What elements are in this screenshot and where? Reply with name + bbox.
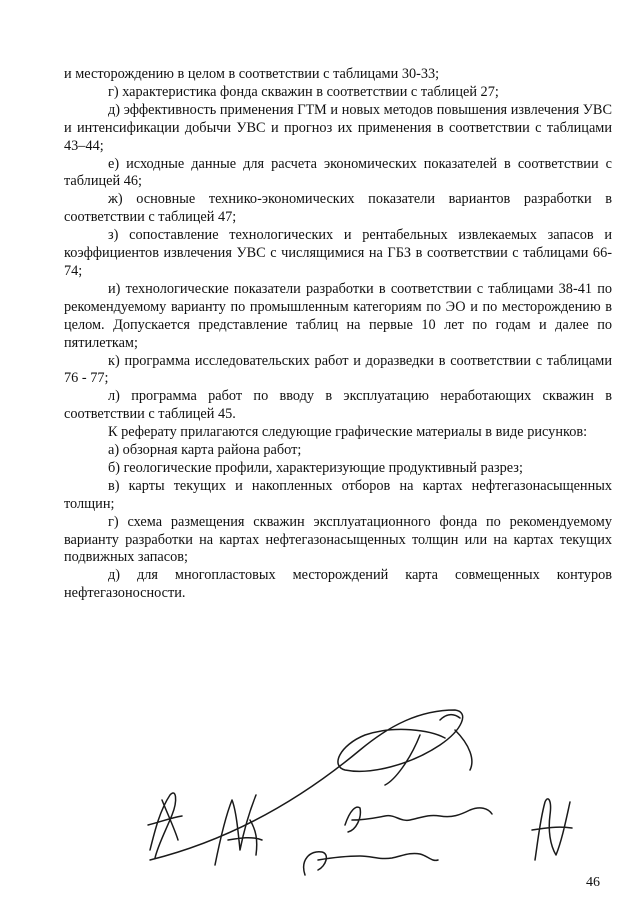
signature-center — [345, 807, 492, 832]
signature-left-2 — [215, 795, 262, 865]
paragraph: з) сопоставление технологических и рентабельных извлекаемых запасов и коэффициентов извлечения УВС с числящимися на ГБЗ в соответствии с таблицами 66-74; — [64, 227, 612, 279]
paragraph: б) геологические профили, характеризующие продуктивный разрез; — [108, 459, 523, 476]
paragraph: а) обзорная карта района работ; — [108, 442, 302, 459]
signature-bottom — [304, 852, 438, 875]
page-number: 46 — [586, 875, 600, 890]
paragraph: д) для многопластовых месторождений карта совмещенных контуров нефтегазоносности. — [64, 567, 612, 602]
paragraph: г) характеристика фонда скважин в соответствии с таблицей 27; — [108, 83, 499, 100]
paragraph: и) технологические показатели разработки в соответствии с таблицами 38-41 по рекомендуемому варианту по промышленным категориям по ЭО и по месторождению в целом. Допускается представление таблиц на первые 10 лет по годам и далее по пятилеткам; — [64, 280, 612, 351]
paragraph: е) исходные данные для расчета экономических показателей в соответствии с таблицей 46; — [64, 155, 612, 190]
paragraph: К реферату прилагаются следующие графические материалы в виде рисунков: — [108, 424, 588, 441]
signature-right — [532, 799, 572, 860]
paragraph: л) программа работ по вводу в эксплуатацию неработающих скважин в соответствии с таблицей 45. — [64, 388, 612, 423]
paragraph: г) схема размещения скважин эксплуатационного фонда по рекомендуемому варианту разработки на картах нефтегазонасыщенных толщин или на картах текущих подвижных запасов; — [64, 513, 612, 566]
document-body — [64, 66, 612, 603]
paragraph: и месторождению в целом в соответствии с таблицами 30-33; — [64, 66, 440, 82]
paragraph: к) программа исследовательских работ и доразведки в соответствии с таблицами 76 - 77; — [64, 352, 612, 387]
signatures-area — [0, 690, 640, 890]
paragraph: ж) основные технико-экономических показатели вариантов разработки в соответствии с таблицей 47; — [64, 191, 612, 226]
paragraph: д) эффективность применения ГТМ и новых методов повышения извлечения УВС и интенсификации добычи УВС и прогноз их применения в соответствии с таблицами 43–44; — [64, 101, 612, 154]
signature-left-1 — [148, 793, 182, 858]
signature-loop — [150, 710, 472, 860]
paragraph: в) карты текущих и накопленных отборов на картах нефтегазонасыщенных толщин; — [64, 477, 612, 512]
